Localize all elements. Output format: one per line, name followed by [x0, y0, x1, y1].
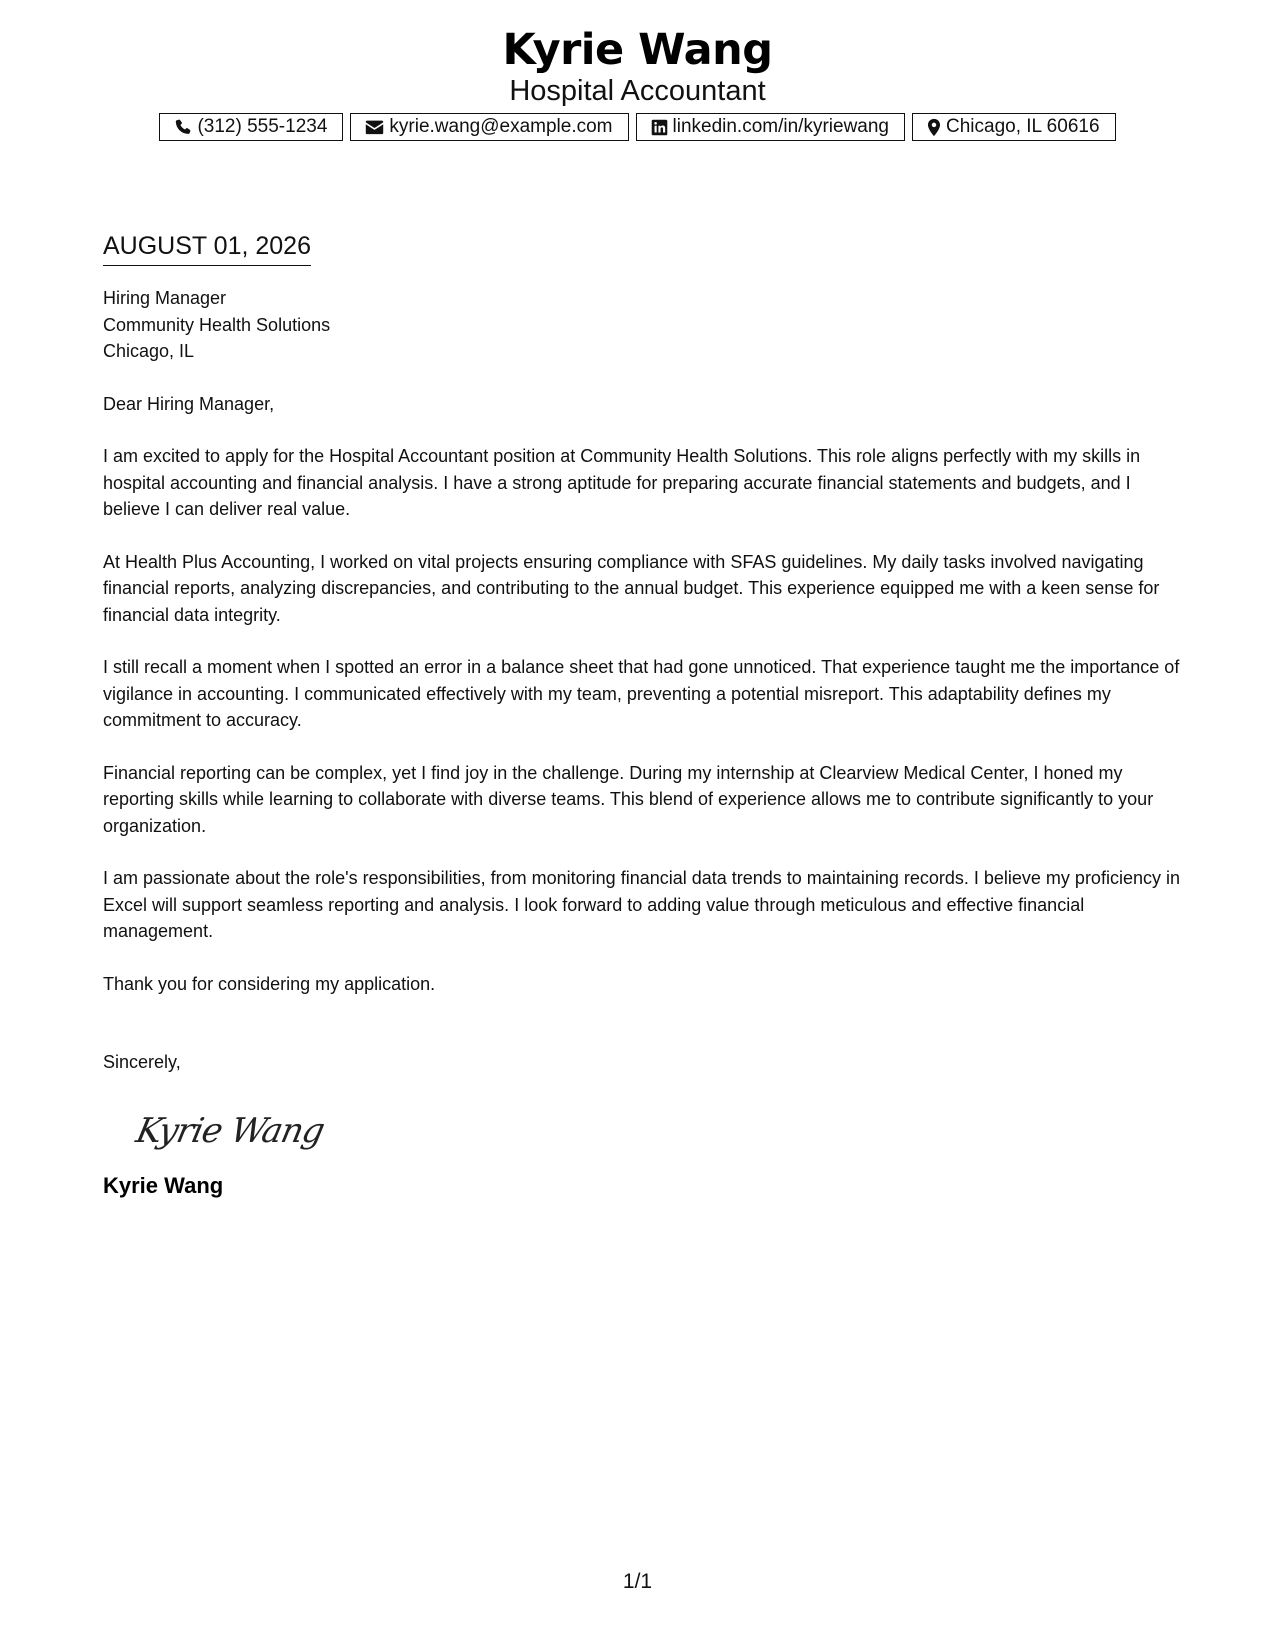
- body-paragraph: I am excited to apply for the Hospital Accountant position at Community Health Solutions. This role aligns perfectly with my skills in hospital accounting and financial analysis. I have a strong aptitude for preparing accurate financial statements and budgets, and I believe I can deliver real value.: [103, 446, 1141, 519]
- body-paragraph: Financial reporting can be complex, yet I find joy in the challenge. During my internship at Clearview Medical Center, I honed my reporting skills while learning to collaborate with diverse teams. This blend of experience allows me to contribute significantly to your organization.: [103, 762, 1154, 836]
- recipient-block: [103, 285, 1183, 365]
- contact-linkedin-text: linkedin.com/in/kyriewang: [672, 116, 889, 137]
- recipient-line: Hiring Manager: [103, 288, 227, 308]
- envelope-icon: [365, 119, 384, 135]
- body-paragraph: At Health Plus Accounting, I worked on vital projects ensuring compliance with SFAS guidelines. My daily tasks involved navigating financial reports, analyzing discrepancies, and contributing to the annual budget. This experience equipped me with a keen sense for financial data integrity.: [103, 551, 1160, 625]
- contact-location-text: Chicago, IL 60616: [946, 116, 1100, 137]
- handwritten-signature: [133, 1102, 333, 1158]
- contact-email-text: kyrie.wang@example.com: [389, 116, 613, 137]
- contact-linkedin[interactable]: [636, 113, 906, 141]
- applicant-job-title: Hospital Accountant: [509, 75, 766, 107]
- body-paragraph: I am passionate about the role's responsibilities, from monitoring financial data trends to maintaining records. I believe my proficiency in Excel will support seamless reporting and analysis. I look forward to adding value through meticulous and effective financial management.: [103, 868, 1180, 941]
- thank-you-paragraph: Thank you for considering my application.: [103, 973, 436, 994]
- salutation: Dear Hiring Manager,: [103, 393, 275, 414]
- applicant-name: Kyrie Wang: [502, 25, 773, 75]
- page-number: 1/1: [622, 1570, 653, 1593]
- closing: Sincerely,: [103, 1052, 181, 1072]
- letter-date: AUGUST 01, 2026: [103, 229, 311, 266]
- recipient-line: Community Health Solutions: [103, 314, 331, 335]
- linkedin-icon: [651, 119, 668, 136]
- contact-phone[interactable]: [159, 113, 343, 141]
- svg-text:Kyrie Wang: Kyrie Wang: [133, 1110, 328, 1151]
- contact-location[interactable]: [912, 113, 1116, 141]
- body-paragraph: I still recall a moment when I spotted an error in a balance sheet that had gone unnoticed. That experience taught me the importance of vigilance in accounting. I communicated effectively with my team, preventing a potential misreport. This adaptability defines my commitment to accuracy.: [103, 657, 1180, 730]
- letter-header: [0, 24, 1275, 108]
- recipient-line: Chicago, IL: [103, 341, 195, 361]
- phone-icon: [174, 118, 192, 136]
- contact-email[interactable]: [350, 113, 628, 141]
- letter-body: [103, 229, 1183, 1200]
- signature-drawing: [133, 1102, 333, 1158]
- contact-bar: [0, 113, 1275, 141]
- signed-name: Kyrie Wang: [103, 1172, 224, 1198]
- map-marker-icon: [927, 118, 941, 137]
- contact-phone-text: (312) 555-1234: [197, 116, 328, 137]
